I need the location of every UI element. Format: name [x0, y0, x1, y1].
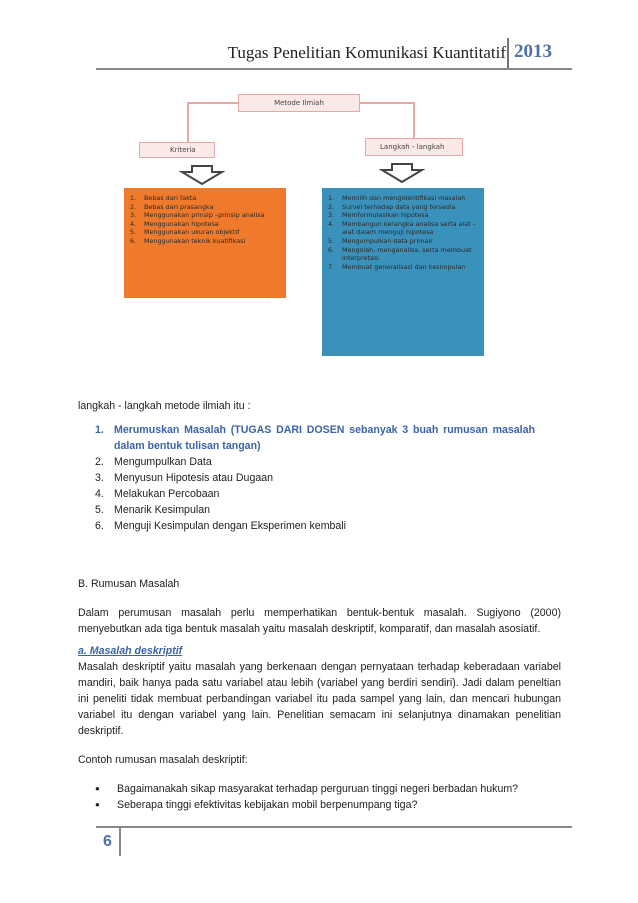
- footer-rule: [96, 826, 572, 828]
- item-number: 6.: [328, 245, 335, 254]
- page-number: 6: [103, 833, 112, 850]
- step-text: Merumuskan Masalah (TUGAS DARI DOSEN sebanyak 3 buah rumusan masalah dalam bentuk tulisan tangan): [114, 424, 535, 452]
- footer-divider: [119, 828, 121, 856]
- item-text: Bebas dari prasangka: [144, 202, 214, 211]
- bullet-icon: ●: [95, 784, 100, 793]
- kriteria-item: [130, 237, 280, 246]
- step-number: 3.: [95, 472, 104, 484]
- kriteria-item: [130, 203, 280, 212]
- example-item: [95, 781, 555, 797]
- steps-list: [95, 422, 535, 534]
- item-text: Menggunakan prinsip –prinsip analisa: [144, 211, 265, 220]
- item-number: 2.: [328, 202, 335, 211]
- item-number: 3.: [130, 211, 137, 220]
- step-item: [95, 518, 535, 534]
- langkah-item: [328, 246, 478, 263]
- step-item: [95, 486, 535, 502]
- item-text: Mengolah, menganalisa, serta membuat interpretasi: [342, 245, 472, 263]
- item-number: 5.: [328, 236, 335, 245]
- item-number: 4.: [328, 219, 335, 228]
- kriteria-item: [130, 211, 280, 220]
- example-item: [95, 797, 555, 813]
- item-text: Membangun kerangka analisa serta alat –alat dalam menguji hipotesa: [342, 219, 476, 237]
- item-number: 3.: [328, 211, 335, 220]
- header-divider: [507, 38, 509, 68]
- item-number: 1.: [130, 194, 137, 202]
- step-text: Melakukan Percobaan: [114, 488, 220, 500]
- metode-ilmiah-diagram: [112, 84, 492, 358]
- header-rule: [96, 68, 572, 70]
- examples-label: Contoh rumusan masalah deskriptif:: [78, 754, 248, 766]
- item-text: Memilih dan mengidentifikasi masalah: [342, 194, 466, 202]
- item-text: Memformulasikan hipotesa: [342, 211, 429, 220]
- item-text: Menggunakan ukuran objektif: [144, 228, 240, 237]
- arrow-down-icon: [382, 164, 422, 182]
- step-item: [95, 422, 535, 454]
- step-number: 4.: [95, 488, 104, 500]
- header-title: Tugas Penelitian Komunikasi Kuantitatif: [227, 43, 506, 62]
- diagram-langkah-list: [322, 188, 484, 356]
- step-number: 1.: [95, 424, 104, 436]
- kriteria-item: [130, 228, 280, 237]
- kriteria-item: [130, 194, 280, 203]
- step-text: Menyusun Hipotesis atau Dugaan: [114, 472, 274, 484]
- item-text: Mengumpulkan data primair: [342, 236, 433, 245]
- langkah-item: [328, 263, 478, 272]
- arrow-down-icon: [182, 166, 222, 184]
- item-text: Menggunakan teknik kuatifikasi: [144, 236, 246, 245]
- item-number: 2.: [130, 202, 137, 211]
- item-text: Survei terhadap data yang tersedia: [342, 202, 456, 211]
- langkah-item: [328, 203, 478, 212]
- item-number: 1.: [328, 194, 335, 202]
- item-text: Menggunakan hipotesa: [144, 219, 219, 228]
- step-text: Menguji Kesimpulan dengan Eksperimen kembali: [114, 520, 347, 532]
- langkah-item: [328, 220, 478, 237]
- item-number: 6.: [130, 236, 137, 245]
- step-item: [95, 502, 535, 518]
- diagram-kriteria-box: Kriteria: [139, 142, 215, 158]
- item-text: Bebas dari fakta: [144, 194, 197, 202]
- paragraph-deskriptif: Masalah deskriptif yaitu masalah yang berkenaan dengan pernyataan terhadap keberadaan variabel mandiri, baik hanya pada satu variabel atau lebih (variabel yang berdiri sendiri). Jadi dalam peneltian ini peneliti tidak membuat perbandingan variabel itu pada sampel yang lain, dan mencari hubungan variabel itu dengan variabel yang lain. Penelitian semacam ini selanjutnya dinamakan penelitian deskriptif.: [78, 661, 561, 737]
- step-text: Mengumpulkan Data: [114, 456, 212, 468]
- item-text: Membuat generalisasi dan kesimpulan: [342, 262, 466, 271]
- bullet-icon: ●: [95, 800, 100, 809]
- step-number: 5.: [95, 504, 104, 516]
- intro-text: langkah - langkah metode ilmiah itu :: [78, 400, 251, 412]
- example-text: Seberapa tinggi efektivitas kebijakan mobil berpenumpang tiga?: [117, 799, 418, 811]
- subheading-deskriptif: a. Masalah deskriptif: [78, 645, 183, 657]
- diagram-kriteria-list: [124, 188, 286, 298]
- diagram-langkah-box: Langkah - langkah: [365, 138, 463, 156]
- header-year: 2013: [514, 41, 552, 62]
- step-item: [95, 454, 535, 470]
- step-number: 2.: [95, 456, 104, 468]
- section-b-heading: B. Rumusan Masalah: [78, 578, 180, 590]
- example-text: Bagaimanakah sikap masyarakat terhadap perguruan tinggi negeri berbadan hukum?: [117, 783, 519, 795]
- kriteria-item: [130, 220, 280, 229]
- step-number: 6.: [95, 520, 104, 532]
- langkah-item: [328, 194, 478, 203]
- langkah-item: [328, 211, 478, 220]
- step-item: [95, 470, 535, 486]
- item-number: 5.: [130, 228, 137, 237]
- paragraph-rumusan: Dalam perumusan masalah perlu memperhatikan bentuk-bentuk masalah. Sugiyono (2000) menyebutkan ada tiga bentuk masalah yaitu masalah deskriptif, komparatif, dan masalah asosiatif.: [78, 607, 561, 635]
- step-text: Menarik Kesimpulan: [114, 504, 210, 516]
- diagram-top-box: Metode Ilmiah: [238, 94, 360, 112]
- item-number: 7.: [328, 262, 335, 271]
- langkah-item: [328, 237, 478, 246]
- examples-list: [95, 781, 555, 813]
- item-number: 4.: [130, 219, 137, 228]
